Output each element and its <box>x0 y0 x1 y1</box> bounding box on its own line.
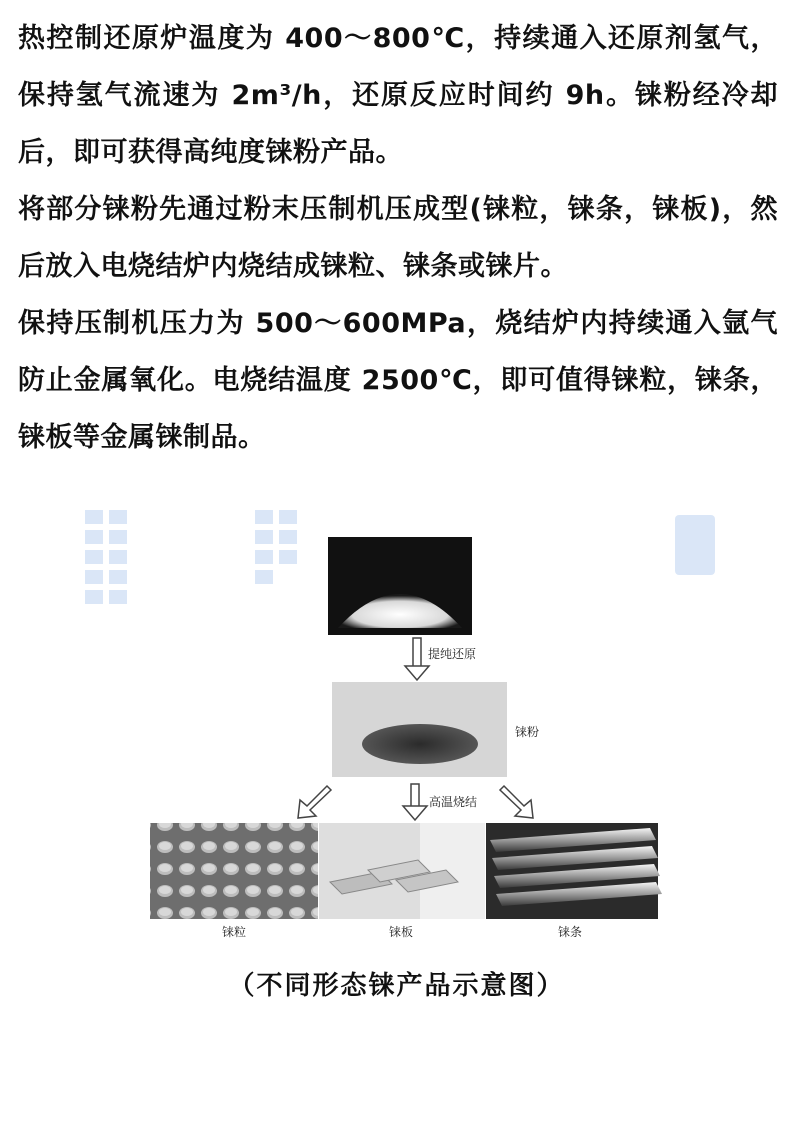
paragraph: 保持压制机压力为 500～600MPa，烧结炉内持续通入氩气防止金属氧化。电烧结温度 2500℃，即可值得铼粒，铼条，铼板等金属铼制品。 <box>18 308 778 453</box>
plates-photo <box>319 823 485 919</box>
product-label-pellets: 铼粒 <box>222 925 247 939</box>
pellets-photo <box>150 823 318 919</box>
bars-photo <box>486 823 662 919</box>
arrow-down-left-icon <box>298 786 331 818</box>
rhenium-powder-photo <box>332 682 507 777</box>
figure-caption: （不同形态铼产品示意图） <box>228 971 565 1001</box>
paragraph: 将部分铼粉先通过粉末压制机压成型(铼粒，铼条，铼板)，然后放入电烧结炉内烧结成铼粒、铼条或铼片。 <box>18 194 778 282</box>
arrow-down-icon <box>405 638 429 680</box>
arrow-down-icon <box>403 784 427 820</box>
product-label-bars: 铼条 <box>558 925 583 939</box>
powder-label: 铼粉 <box>515 725 540 739</box>
step-label-purify: 提纯还原 <box>428 647 477 661</box>
raw-powder-photo <box>328 537 472 635</box>
product-label-plates: 铼板 <box>389 925 414 939</box>
arrow-down-right-icon <box>500 786 533 818</box>
paragraph: 热控制还原炉温度为 400～800℃，持续通入还原剂氢气，保持氢气流速为 2m³/h，还原反应时间约 9h。铼粉经冷却后，即可获得高纯度铼粉产品。 <box>18 23 778 168</box>
step-label-sinter: 高温烧结 <box>429 795 478 809</box>
